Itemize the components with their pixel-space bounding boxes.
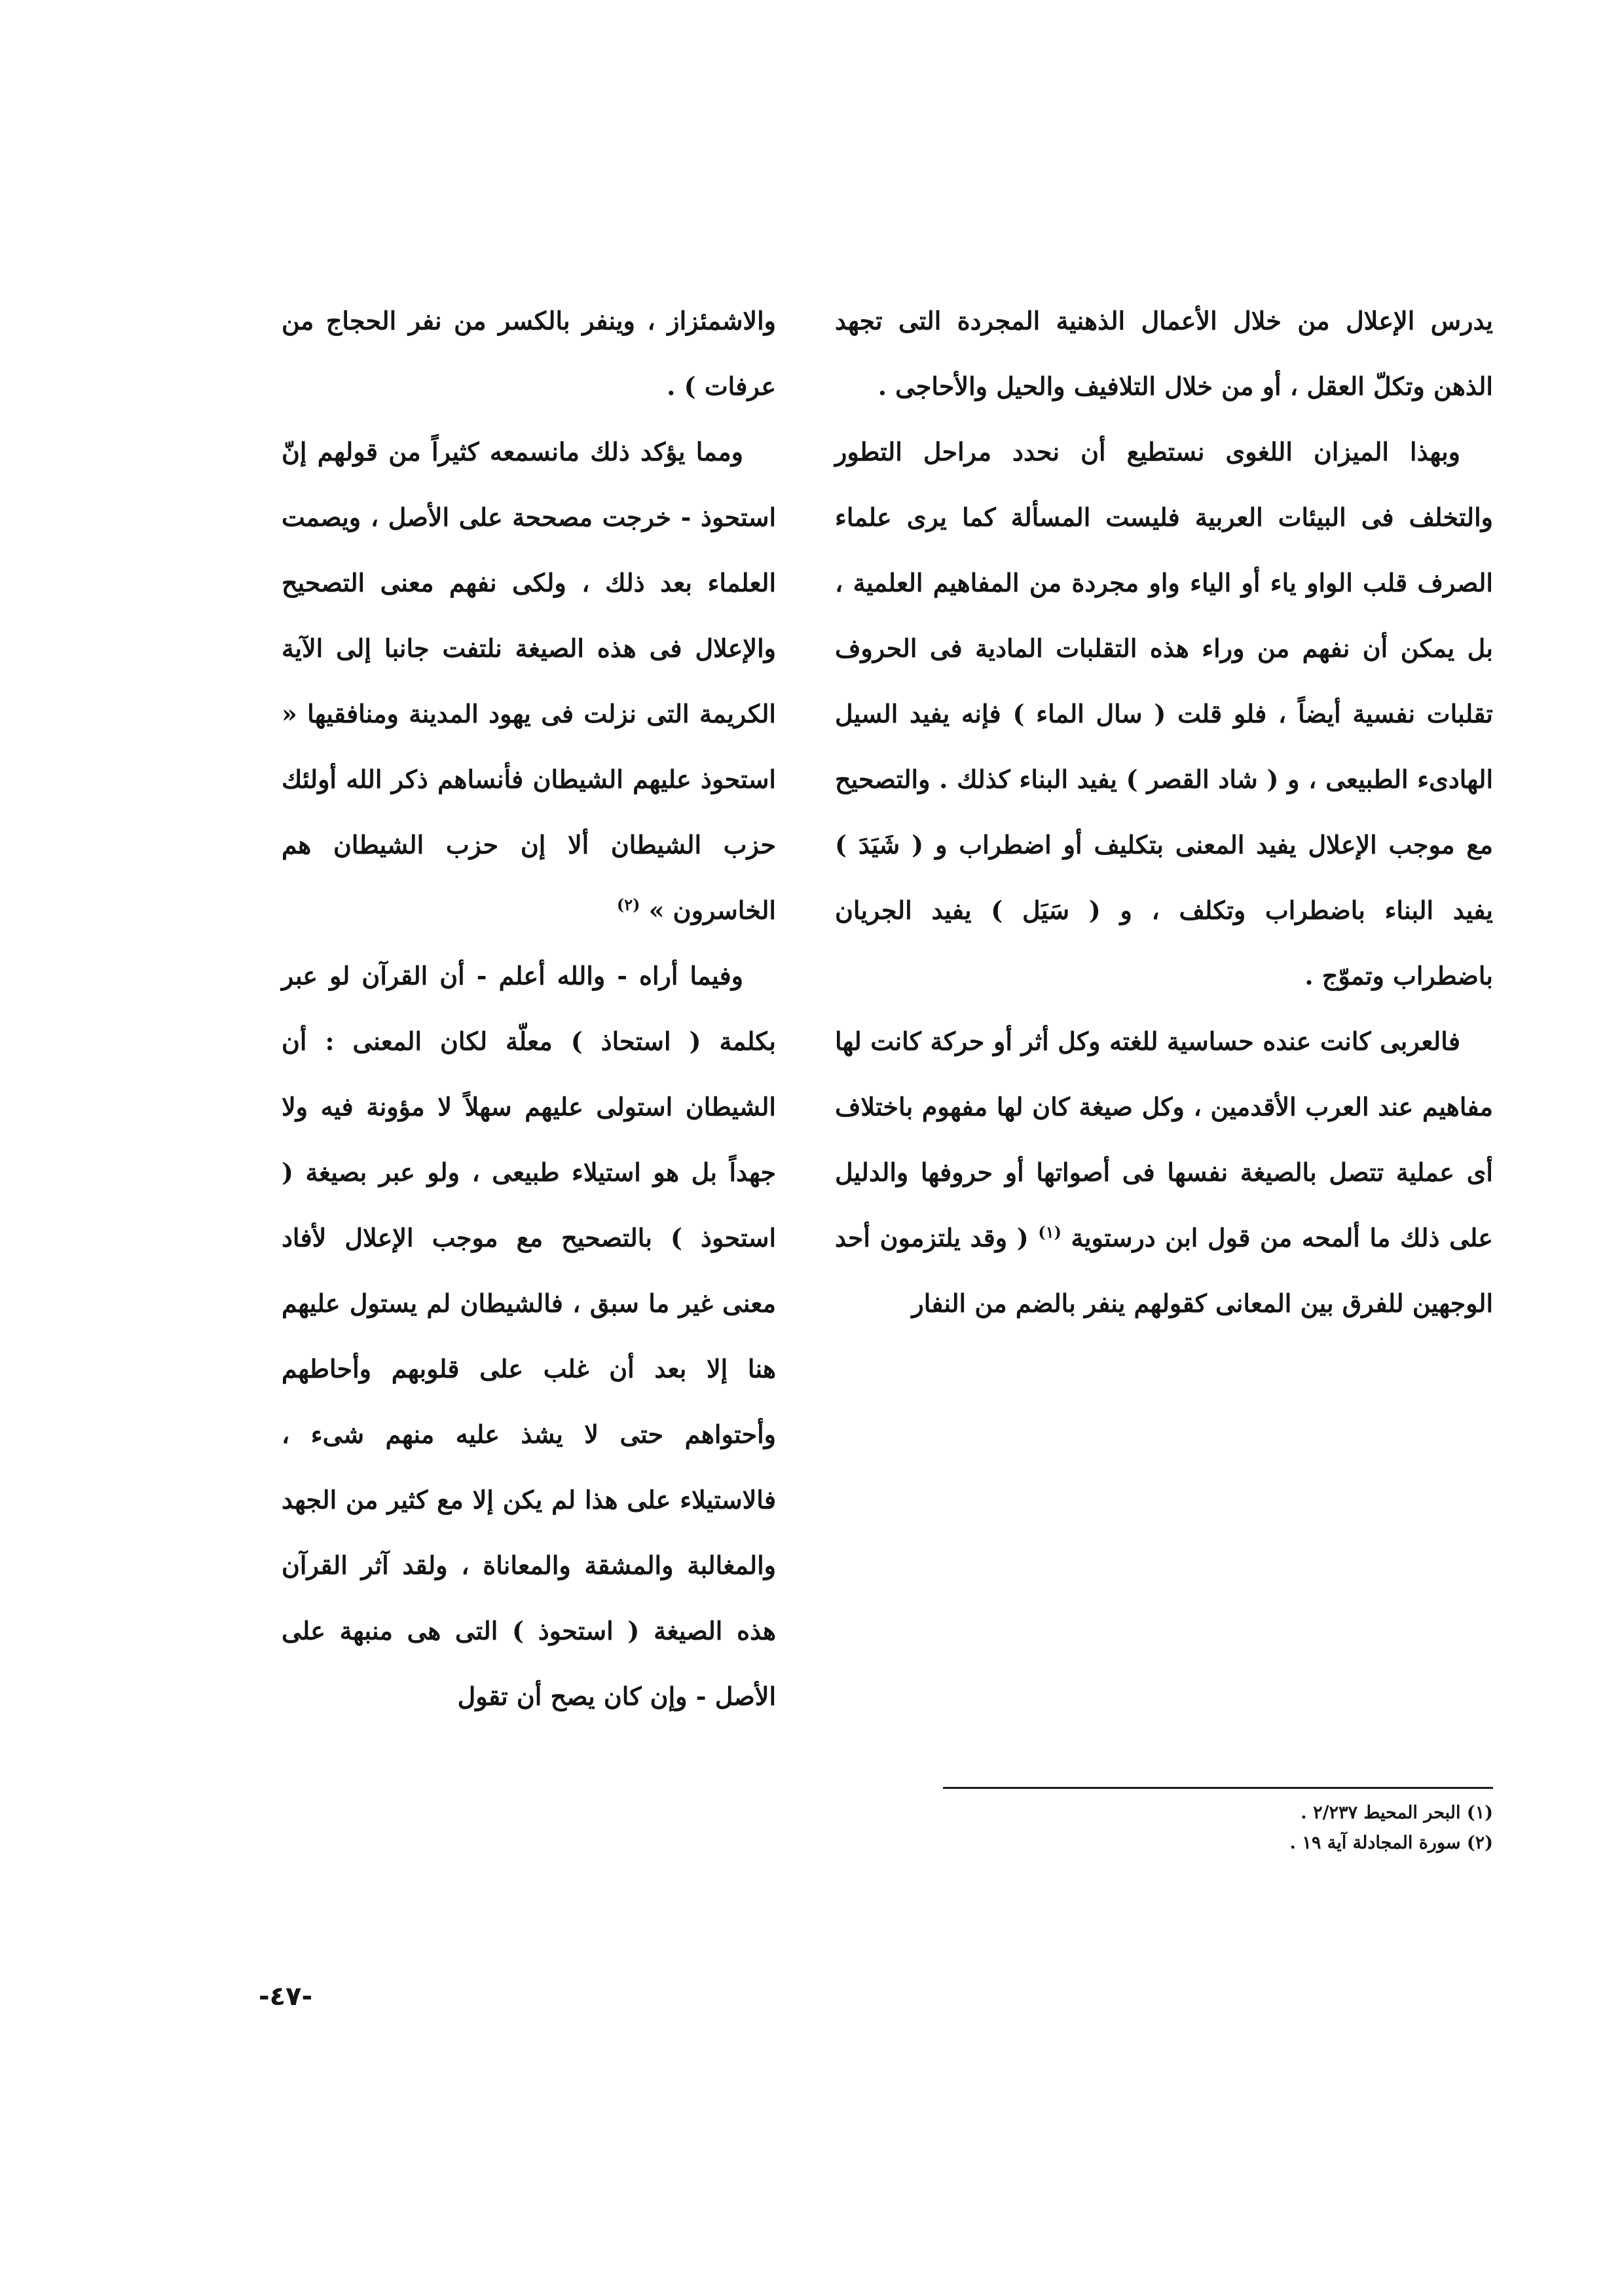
- paragraph: وفيما أراه - والله أعلم - أن القرآن لو عبر بكلمة ( استحاذ ) معلّة لكان المعنى : أن الشيطان استولى عليهم سهلاً لا مؤونة فيه ولا جهداً بل هو استيلاء طبيعى ، ولو عبر بصيغة ( استحوذ ) بالتصحيح مع موجب الإعلال لأفاد معنى غير ما سبق ، فالشيطان لم يستول عليهم هنا إلا بعد أن غلب على قلوبهم وأحاطهم وأحتواهم حتى لا يشذ عليه منهم شىء ، فالاستيلاء على هذا لم يكن إلا مع كثير من الجهد والمغالبة والمشقة والمعاناة ، ولقد آثر القرآن هذه الصيغة ( استحوذ ) التى هى منبهة على الأصل - وإن كان يصح أن تقول: [282, 961, 776, 1711]
- footnote-1: (١) البحر المحيط ٢/٢٣٧ .: [1301, 1803, 1493, 1823]
- footnote-divider: [943, 1787, 1493, 1789]
- paragraph: والاشمئزاز ، وينفر بالكسر من نفر الحجاج من عرفات ) .: [282, 306, 776, 401]
- paragraph: يدرس الإعلال من خلال الأعمال الذهنية المجردة التى تجهد الذهن وتكلّ العقل ، أو من خلال التلافيف والحيل والأحاجى .: [835, 306, 1493, 401]
- right-text-column: [835, 288, 1493, 1336]
- footnote-ref-1: (١): [1038, 1222, 1061, 1242]
- left-text-column: [282, 288, 776, 1729]
- footnotes: [943, 1798, 1493, 1858]
- paragraph-text: فالعربى كانت عنده حساسية للغته وكل أثر أو حركة كانت لها مفاهيم عند العرب الأقدمين ، وكل صيغة كان لها مفهوم باختلاف أى عملية تتصل بالصيغة نفسها فى أصواتها أو حروفها والدليل على ذلك ما ألمحه من قول ابن درستوية: [835, 1026, 1494, 1252]
- paragraph: [835, 1009, 1493, 1336]
- page-number: -٤٧-: [259, 1981, 313, 2012]
- footnote-2: (٢) سورة المجادلة آية ١٩ .: [1289, 1833, 1493, 1853]
- paragraph-text: ومما يؤكد ذلك مانسمعه كثيراً من قولهم إنّ استحوذ - خرجت مصححة على الأصل ، ويصمت العلماء بعد ذلك ، ولكى نفهم معنى التصحيح والإعلال فى هذه الصيغة نلتفت جانبا إلى الآية الكريمة التى نزلت فى يهود المدينة ومنافقيها « استحوذ عليهم الشيطان فأنساهم ذكر الله أولئك حزب الشيطان ألا إن حزب الشيطان هم الخاسرون »: [282, 437, 776, 925]
- paragraph: وبهذا الميزان اللغوى نستطيع أن نحدد مراحل التطور والتخلف فى البيئات العربية فليست المسألة كما يرى علماء الصرف قلب الواو ياء أو الياء واو مجردة من المفاهيم العلمية ، بل يمكن أن نفهم من وراء هذه التقلبات المادية فى الحروف تقلبات نفسية أيضاً ، فلو قلت ( سال الماء ) فإنه يفيد السيل الهادىء الطبيعى ، و ( شاد القصر ) يفيد البناء كذلك . والتصحيح مع موجب الإعلال يفيد المعنى بتكليف أو اضطراب و ( شَيَدَ ) يفيد البناء باضطراب وتكلف ، و ( سَيَل ) يفيد الجريان باضطراب وتموّج .: [835, 437, 1493, 990]
- paragraph-text: ( وقد يلتزمون أحد الوجهين للفرق بين المعانى كقولهم ينفر بالضم من النفار: [835, 1223, 1493, 1318]
- paragraph: [282, 419, 776, 943]
- footnote-ref-2: (٢): [616, 895, 640, 914]
